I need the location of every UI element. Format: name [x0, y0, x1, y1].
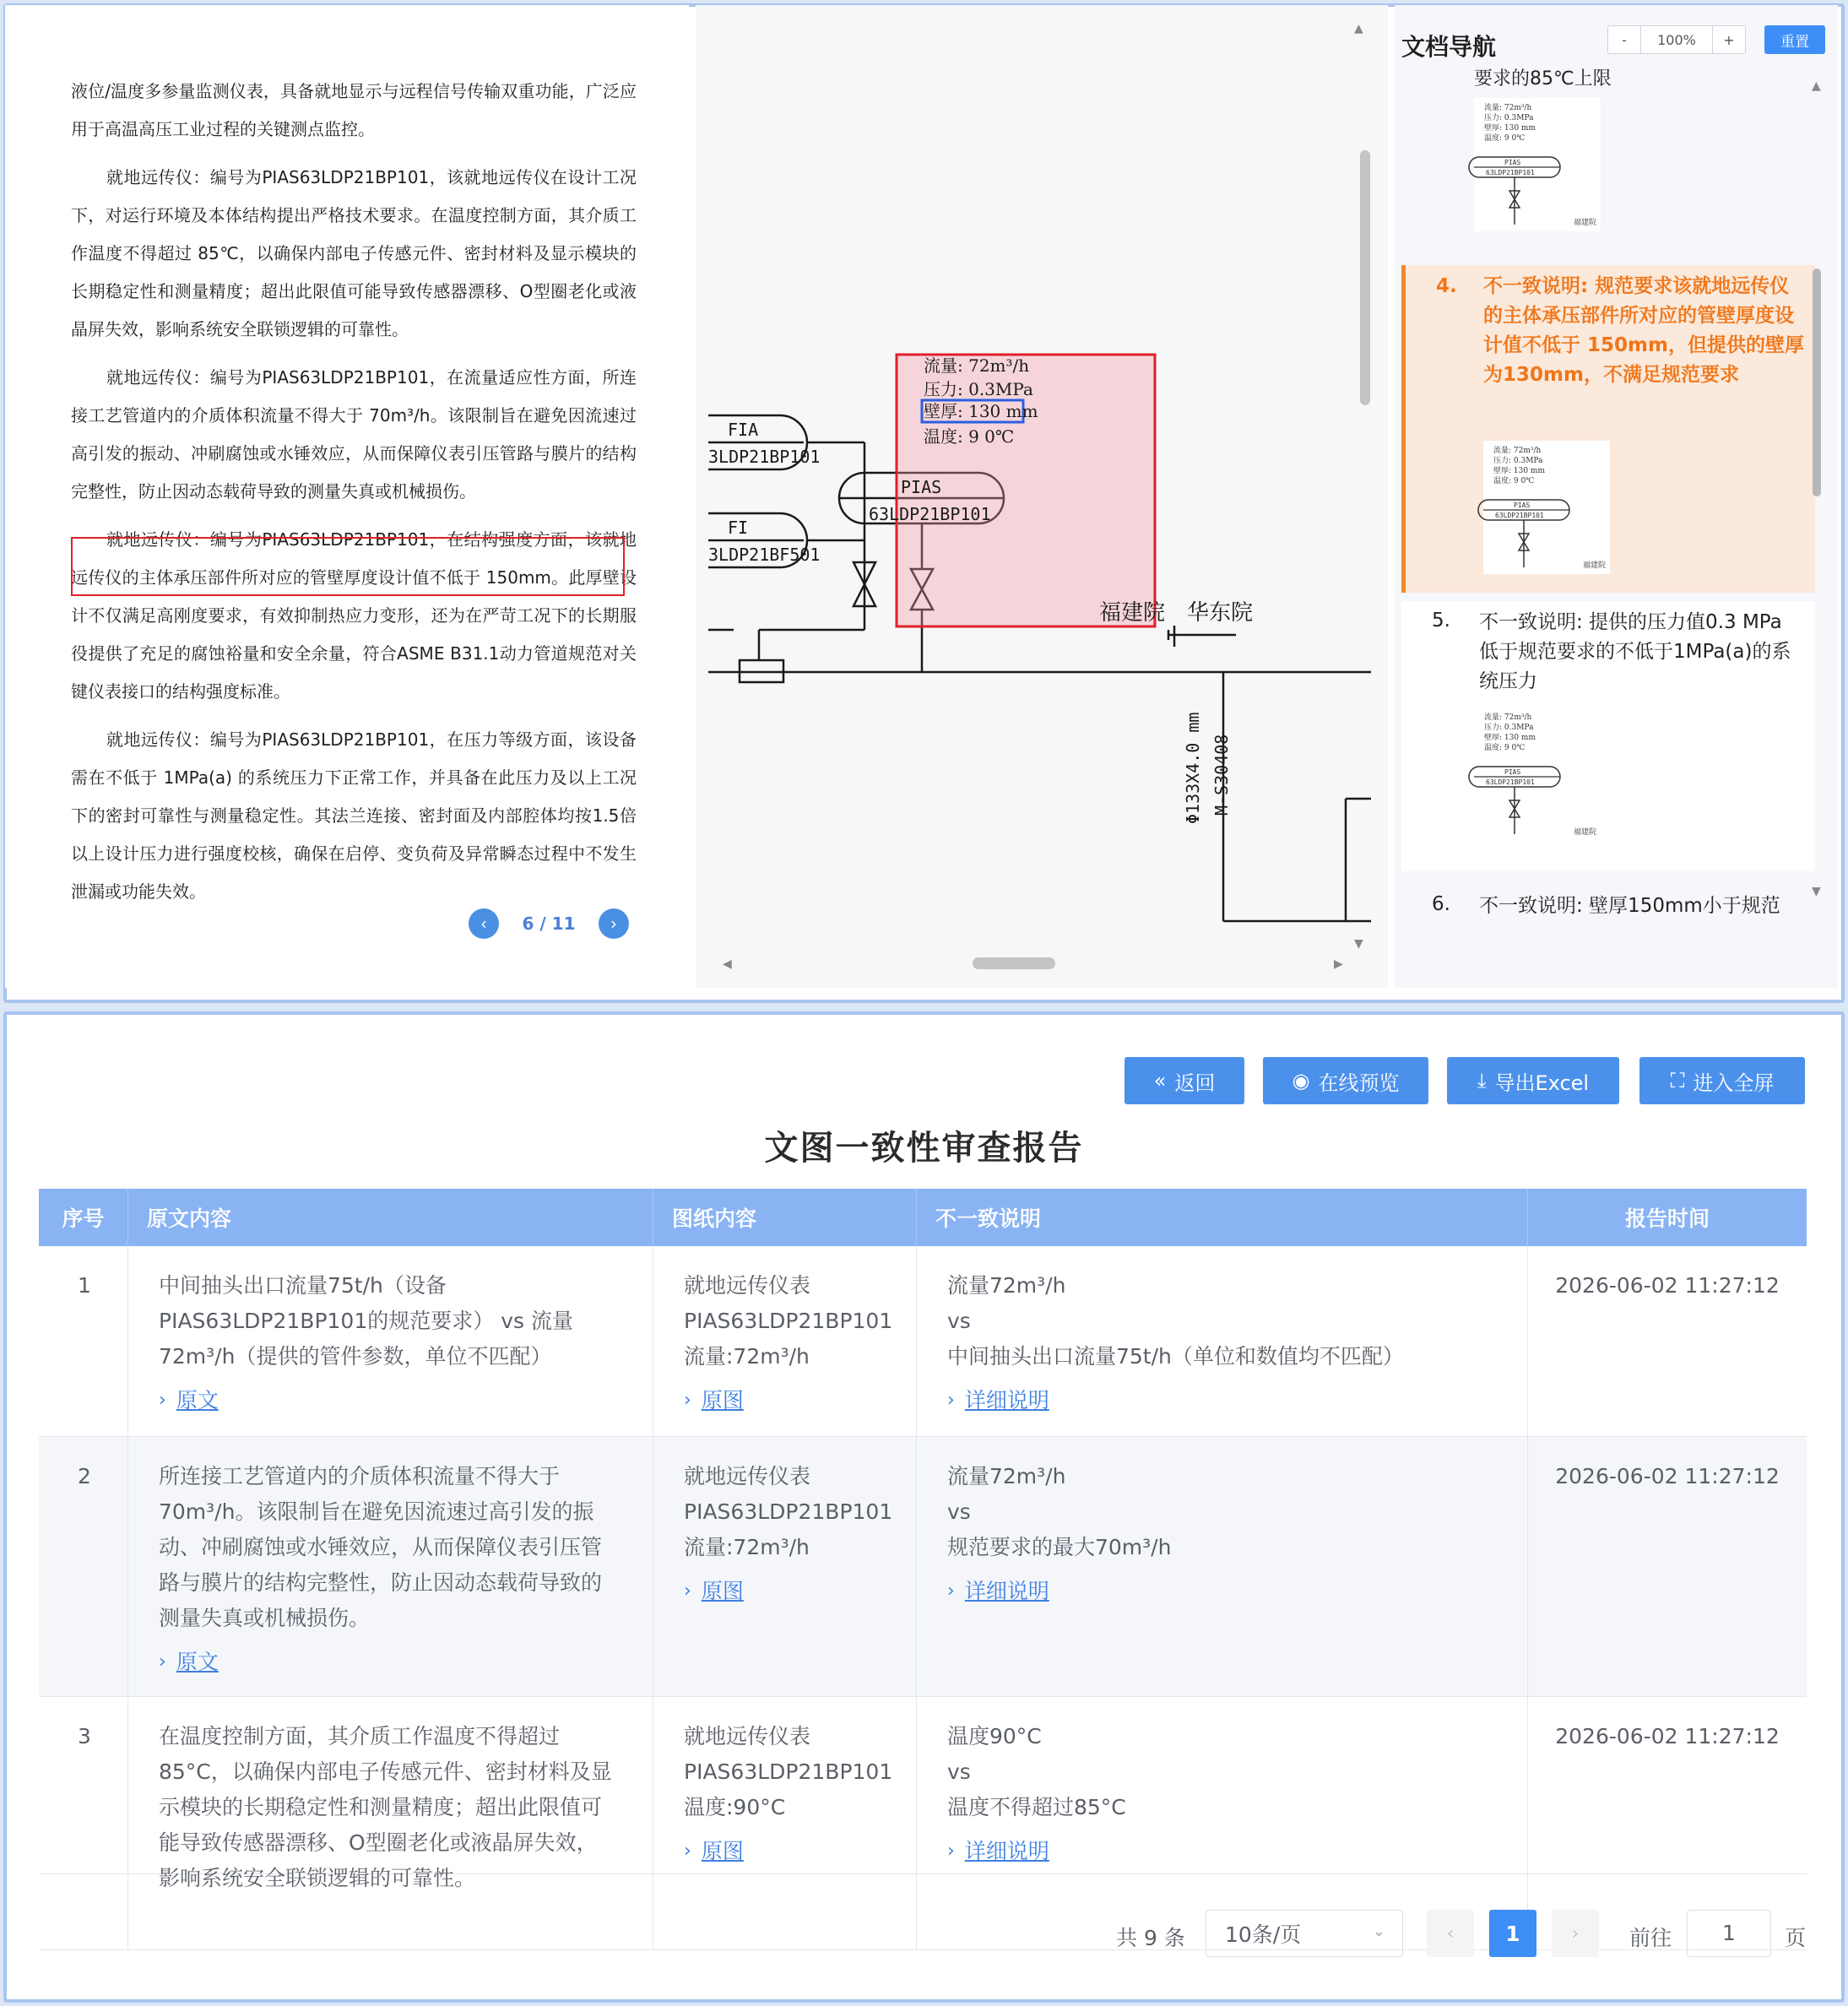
- svg-text:壁厚: 130 mm: 壁厚: 130 mm: [1484, 734, 1536, 742]
- original-line: 72m³/h（提供的管件参数，单位不匹配）: [159, 1344, 552, 1369]
- drawing-fia-code: 3LDP21BP101: [708, 447, 821, 467]
- drawing-fujian-label: 福建院: [1099, 600, 1166, 626]
- original-line: 路与膜片的结构完整性，防止因动态载荷导致的: [159, 1570, 603, 1595]
- col-time: 报告时间: [1624, 1206, 1710, 1231]
- detail-link[interactable]: 详细说明: [964, 1388, 1049, 1412]
- drawing-fi-code: 3LDP21BF501: [708, 545, 821, 565]
- total-count: 共 9 条: [1116, 1926, 1185, 1950]
- svg-text:温度: 9 0℃: 温度: 9 0℃: [1493, 477, 1535, 485]
- drawing-link[interactable]: 原图: [701, 1388, 744, 1412]
- page-indicator: 6 / 11: [522, 914, 576, 934]
- svg-text:温度: 9 0℃: 温度: 9 0℃: [1484, 134, 1526, 143]
- drawing-fi-label: FI: [728, 518, 749, 538]
- drawing-line: 就地远传仪表: [684, 1724, 811, 1748]
- scroll-up-arrow-icon[interactable]: ▲: [1354, 22, 1363, 35]
- original-link[interactable]: 原文: [176, 1650, 219, 1674]
- page-suffix: 页: [1785, 1926, 1807, 1950]
- report-time: 2026-06-02 11:27:12: [1555, 1724, 1780, 1748]
- drawing-line: PIAS63LDP21BP101: [684, 1499, 893, 1524]
- nav-item-4[interactable]: [1401, 265, 1815, 593]
- download-icon: ⤓: [1477, 1069, 1487, 1092]
- issue-line: 流量72m³/h: [947, 1273, 1066, 1298]
- original-line: 70m³/h。该限制旨在避免因流速过高引发的振: [159, 1499, 594, 1524]
- drawing-vertical-scrollbar[interactable]: [1360, 150, 1370, 405]
- svg-text:压力: 0.3MPa: 压力: 0.3MPa: [1484, 114, 1534, 122]
- issue-line: 中间抽头出口流量75t/h（单位和数值均不匹配）: [947, 1344, 1404, 1369]
- drawing-line: 流量:72m³/h: [684, 1344, 810, 1369]
- drawing-line: 就地远传仪表: [684, 1464, 811, 1488]
- scroll-down-arrow-icon[interactable]: ▼: [1354, 937, 1363, 951]
- drawing-pipe-spec: Φ133X4.0 mm: [1183, 712, 1203, 824]
- svg-text:福建院: 福建院: [1583, 561, 1607, 570]
- chevron-right-icon: ›: [684, 1841, 691, 1862]
- original-line: 测量失真或机械损伤。: [159, 1606, 371, 1630]
- drawing-link[interactable]: 原图: [701, 1579, 744, 1603]
- fullscreen-icon: ⛶: [1670, 1069, 1685, 1092]
- report-title: 文图一致性审查报告: [764, 1129, 1084, 1168]
- table-row: [39, 1246, 1807, 1437]
- zoom-level: 100%: [1640, 26, 1713, 53]
- doc-paragraph-highlighted: 就地远传仪：编号为PIAS63LDP21BP101，在结构强度方面，该就地远传仪的主体承压部件所对应的管壁厚度设计值不低于 150mm。此厚壁设计不仅满足高刚度要求，有效抑制热应力变形，还为在严苛工况下的长期服役提供了充足的腐蚀裕量和安全余量，符合ASME B31.1动力管道规范对关键仪表接口的结构强度标准。: [71, 529, 637, 702]
- nav-item-text: 不一致说明: 规范要求该就地远传仪的主体承压部件所对应的管壁厚度设计值不低于 150mm，但提供的壁厚为130mm，不满足规范要求: [1483, 275, 1804, 386]
- original-line: 中间抽头出口流量75t/h（设备: [159, 1273, 447, 1298]
- doc-paragraph: 就地远传仪：编号为PIAS63LDP21BP101，该就地远传仪在设计工况下，对运行环境及本体结构提出严格技术要求。在温度控制方面，其介质工作温度不得超过 85℃，以确保内部电子传感元件、密封材料及显示模块的长期稳定性和测量精度；超出此限值可能导致传感器漂移、O型圈老化或液晶屏失效，影响系统安全联锁逻辑的可靠性。: [71, 167, 637, 339]
- drawing-panel[interactable]: [696, 5, 1388, 988]
- chevron-right-icon: ›: [684, 1580, 691, 1602]
- col-original: 原文内容: [128, 1189, 653, 1246]
- nav-item-number: 5.: [1432, 610, 1450, 632]
- zoom-out-button[interactable]: -: [1622, 31, 1627, 48]
- col-index: 序号: [39, 1189, 128, 1246]
- zoom-in-button[interactable]: +: [1723, 31, 1735, 48]
- doc-pager: [469, 908, 629, 939]
- drawing-canvas: [696, 5, 1371, 959]
- svg-text:63LDP21BP101: 63LDP21BP101: [1486, 169, 1535, 176]
- drawing-line: 温度:90°C: [684, 1795, 786, 1819]
- export-excel-button[interactable]: ⤓ 导出Excel: [1447, 1057, 1619, 1104]
- issue-line: vs: [947, 1499, 971, 1524]
- double-chevron-left-icon: «: [1153, 1069, 1167, 1092]
- chevron-right-icon: ›: [947, 1580, 955, 1602]
- original-line: 影响系统安全联锁逻辑的可靠性。: [159, 1866, 476, 1890]
- report-time: 2026-06-02 11:27:12: [1555, 1273, 1780, 1298]
- drawing-line: 就地远传仪表: [684, 1273, 811, 1298]
- table-header: [39, 1189, 1807, 1246]
- drawing-line: PIAS63LDP21BP101: [684, 1309, 893, 1333]
- original-line: 能导致传感器漂移、O型圈老化或液晶屏失效，: [159, 1830, 598, 1855]
- nav-item-5[interactable]: [1401, 601, 1815, 871]
- nav-title: 文档导航: [1401, 33, 1497, 61]
- svg-text:壁厚: 130 mm: 壁厚: 130 mm: [1484, 124, 1536, 133]
- issue-line: vs: [947, 1309, 971, 1333]
- svg-text:福建院: 福建院: [1574, 219, 1597, 227]
- drawing-thickness-label: 壁厚: 130 mm: [924, 401, 1038, 421]
- drawing-link[interactable]: 原图: [701, 1839, 744, 1863]
- next-page-button[interactable]: ›: [1552, 1910, 1599, 1957]
- svg-text:流量: 72m³/h: 流量: 72m³/h: [1484, 713, 1532, 722]
- next-page-button[interactable]: ›: [599, 908, 629, 939]
- chevron-right-icon: ›: [947, 1841, 955, 1862]
- svg-text:福建院: 福建院: [1574, 828, 1597, 837]
- original-link[interactable]: 原文: [176, 1388, 219, 1412]
- original-line: 所连接工艺管道内的介质体积流量不得大于: [159, 1464, 561, 1488]
- table-pagination: [0, 1910, 1848, 1957]
- svg-text:63LDP21BP101: 63LDP21BP101: [1495, 512, 1544, 519]
- detail-link[interactable]: 详细说明: [964, 1579, 1049, 1603]
- doc-paragraph: 就地远传仪：编号为PIAS63LDP21BP101，在流量适应性方面，所连接工艺管道内的介质体积流量不得大于 70m³/h。该限制旨在避免因流速过高引发的振动、冲刷腐蚀或水锤效应，从而保障仪表引压管路与膜片的结构完整性，防止因动态载荷导致的测量失真或机械损伤。: [71, 367, 637, 502]
- reset-button[interactable]: 重置: [1764, 25, 1825, 54]
- prev-page-button[interactable]: ‹: [469, 908, 499, 939]
- issue-line: 温度不得超过85°C: [947, 1795, 1126, 1819]
- eye-icon: ◉: [1292, 1069, 1310, 1092]
- issue-line: 温度90°C: [947, 1724, 1042, 1748]
- original-line: 在温度控制方面，其介质工作温度不得超过: [159, 1724, 561, 1748]
- drawing-pipe-material: M-S30408: [1211, 734, 1232, 816]
- scroll-right-arrow-icon[interactable]: ▶: [1334, 957, 1343, 971]
- svg-text:温度: 9 0℃: 温度: 9 0℃: [1484, 744, 1526, 752]
- col-issue: 不一致说明: [917, 1189, 1528, 1246]
- original-line: 动、冲刷腐蚀或水锤效应，从而保障仪表引压管: [159, 1535, 603, 1559]
- drawing-fia-label: FIA: [728, 420, 759, 440]
- preview-button[interactable]: ◉ 在线预览: [1263, 1057, 1428, 1104]
- nav-scrollbar[interactable]: [1813, 268, 1821, 496]
- chevron-right-icon: ›: [159, 1390, 166, 1411]
- document-text: [71, 73, 637, 921]
- report-table: [39, 1189, 1807, 1890]
- original-line: 示模块的长期稳定性和测量精度；超出此限值可: [159, 1795, 603, 1819]
- zoom-control: [1607, 25, 1746, 54]
- chevron-right-icon: ›: [684, 1390, 691, 1411]
- nav-item-text: 不一致说明: 提供的压力值0.3 MPa低于规范要求的不低于1MPa(a)的系统压力: [1479, 611, 1791, 692]
- issue-line: 规范要求的最大70m³/h: [947, 1535, 1172, 1559]
- fullscreen-button[interactable]: ⛶ 进入全屏: [1639, 1057, 1805, 1104]
- drawing-flow-label: 流量: 72m³/h: [924, 355, 1030, 376]
- prev-page-button[interactable]: ‹: [1427, 1910, 1474, 1957]
- drawing-line: 流量:72m³/h: [684, 1535, 810, 1559]
- text-highlight-box: [71, 537, 625, 596]
- svg-text:PIAS: PIAS: [1514, 502, 1531, 509]
- svg-text:流量: 72m³/h: 流量: 72m³/h: [1484, 104, 1532, 112]
- svg-text:PIAS: PIAS: [1504, 768, 1521, 776]
- original-line: 85°C，以确保内部电子传感元件、密封材料及显: [159, 1759, 612, 1784]
- chevron-right-icon: ›: [947, 1390, 955, 1411]
- svg-text:63LDP21BP101: 63LDP21BP101: [1486, 778, 1535, 786]
- nav-thumbnail[interactable]: [1474, 708, 1601, 841]
- detail-link[interactable]: 详细说明: [964, 1839, 1049, 1863]
- current-page-button[interactable]: 1: [1489, 1910, 1536, 1957]
- drawing-temp-label: 温度: 9 0℃: [924, 426, 1015, 447]
- goto-label: 前往: [1629, 1926, 1672, 1950]
- nav-thumbnail[interactable]: [1474, 98, 1601, 231]
- chevron-right-icon: ›: [159, 1651, 166, 1673]
- nav-thumbnail[interactable]: [1483, 441, 1610, 574]
- drawing-pias-code: 63LDP21BP101: [869, 504, 991, 524]
- page-size-select[interactable]: 10条/页 ⌄: [1206, 1910, 1403, 1957]
- svg-text:流量: 72m³/h: 流量: 72m³/h: [1493, 447, 1542, 455]
- nav-item-number: 4.: [1436, 275, 1457, 297]
- goto-page-input[interactable]: 1: [1687, 1910, 1771, 1957]
- drawing-line: PIAS63LDP21BP101: [684, 1759, 893, 1784]
- issue-line: 流量72m³/h: [947, 1464, 1066, 1488]
- drawing-horizontal-scrollbar[interactable]: [973, 957, 1055, 969]
- svg-text:PIAS: PIAS: [1504, 159, 1521, 166]
- row-index: 2: [78, 1464, 91, 1488]
- original-line: PIAS63LDP21BP101的规范要求） vs 流量: [159, 1309, 573, 1333]
- issue-line: vs: [947, 1759, 971, 1784]
- doc-paragraph: 就地远传仪：编号为PIAS63LDP21BP101，在压力等级方面，该设备需在不低于 1MPa(a) 的系统压力下正常工作，并具备在此压力及以上工况下的密封可靠性与测量稳定性。其法兰连接、密封面及内部腔体均按1.5倍以上设计压力进行强度校核，确保在启停、变负荷及异常瞬态过程中不发生泄漏或功能失效。: [71, 729, 637, 902]
- row-index: 1: [78, 1273, 91, 1298]
- report-time: 2026-06-02 11:27:12: [1555, 1464, 1780, 1488]
- nav-scroll-up-icon[interactable]: ▲: [1812, 79, 1821, 93]
- nav-item-cut-text: 要求的85℃上限: [1474, 68, 1612, 89]
- col-drawing: 图纸内容: [653, 1189, 917, 1246]
- drawing-pressure-label: 压力: 0.3MPa: [924, 379, 1033, 399]
- nav-scroll-down-icon[interactable]: ▼: [1812, 885, 1821, 898]
- drawing-huadong-label: 华东院: [1187, 600, 1254, 626]
- nav-item-6[interactable]: [1401, 888, 1815, 939]
- svg-text:压力: 0.3MPa: 压力: 0.3MPa: [1493, 457, 1543, 465]
- nav-item-number: 6.: [1432, 893, 1450, 915]
- scroll-left-arrow-icon[interactable]: ◀: [723, 957, 732, 971]
- svg-text:壁厚: 130 mm: 壁厚: 130 mm: [1493, 467, 1546, 475]
- nav-item-text: 不一致说明: 壁厚150mm小于规范: [1479, 895, 1780, 917]
- back-button[interactable]: « 返回: [1125, 1057, 1244, 1104]
- drawing-pias-label: PIAS: [901, 477, 942, 497]
- chevron-down-icon: ⌄: [1372, 1922, 1385, 1940]
- svg-text:压力: 0.3MPa: 压力: 0.3MPa: [1484, 724, 1534, 732]
- doc-paragraph: 液位/温度多参量监测仪表，具备就地显示与远程信号传输双重功能，广泛应用于高温高压工业过程的关键测点监控。: [71, 81, 637, 139]
- nav-list[interactable]: [1401, 68, 1815, 917]
- row-index: 3: [78, 1724, 91, 1748]
- table-row: [39, 1437, 1807, 1697]
